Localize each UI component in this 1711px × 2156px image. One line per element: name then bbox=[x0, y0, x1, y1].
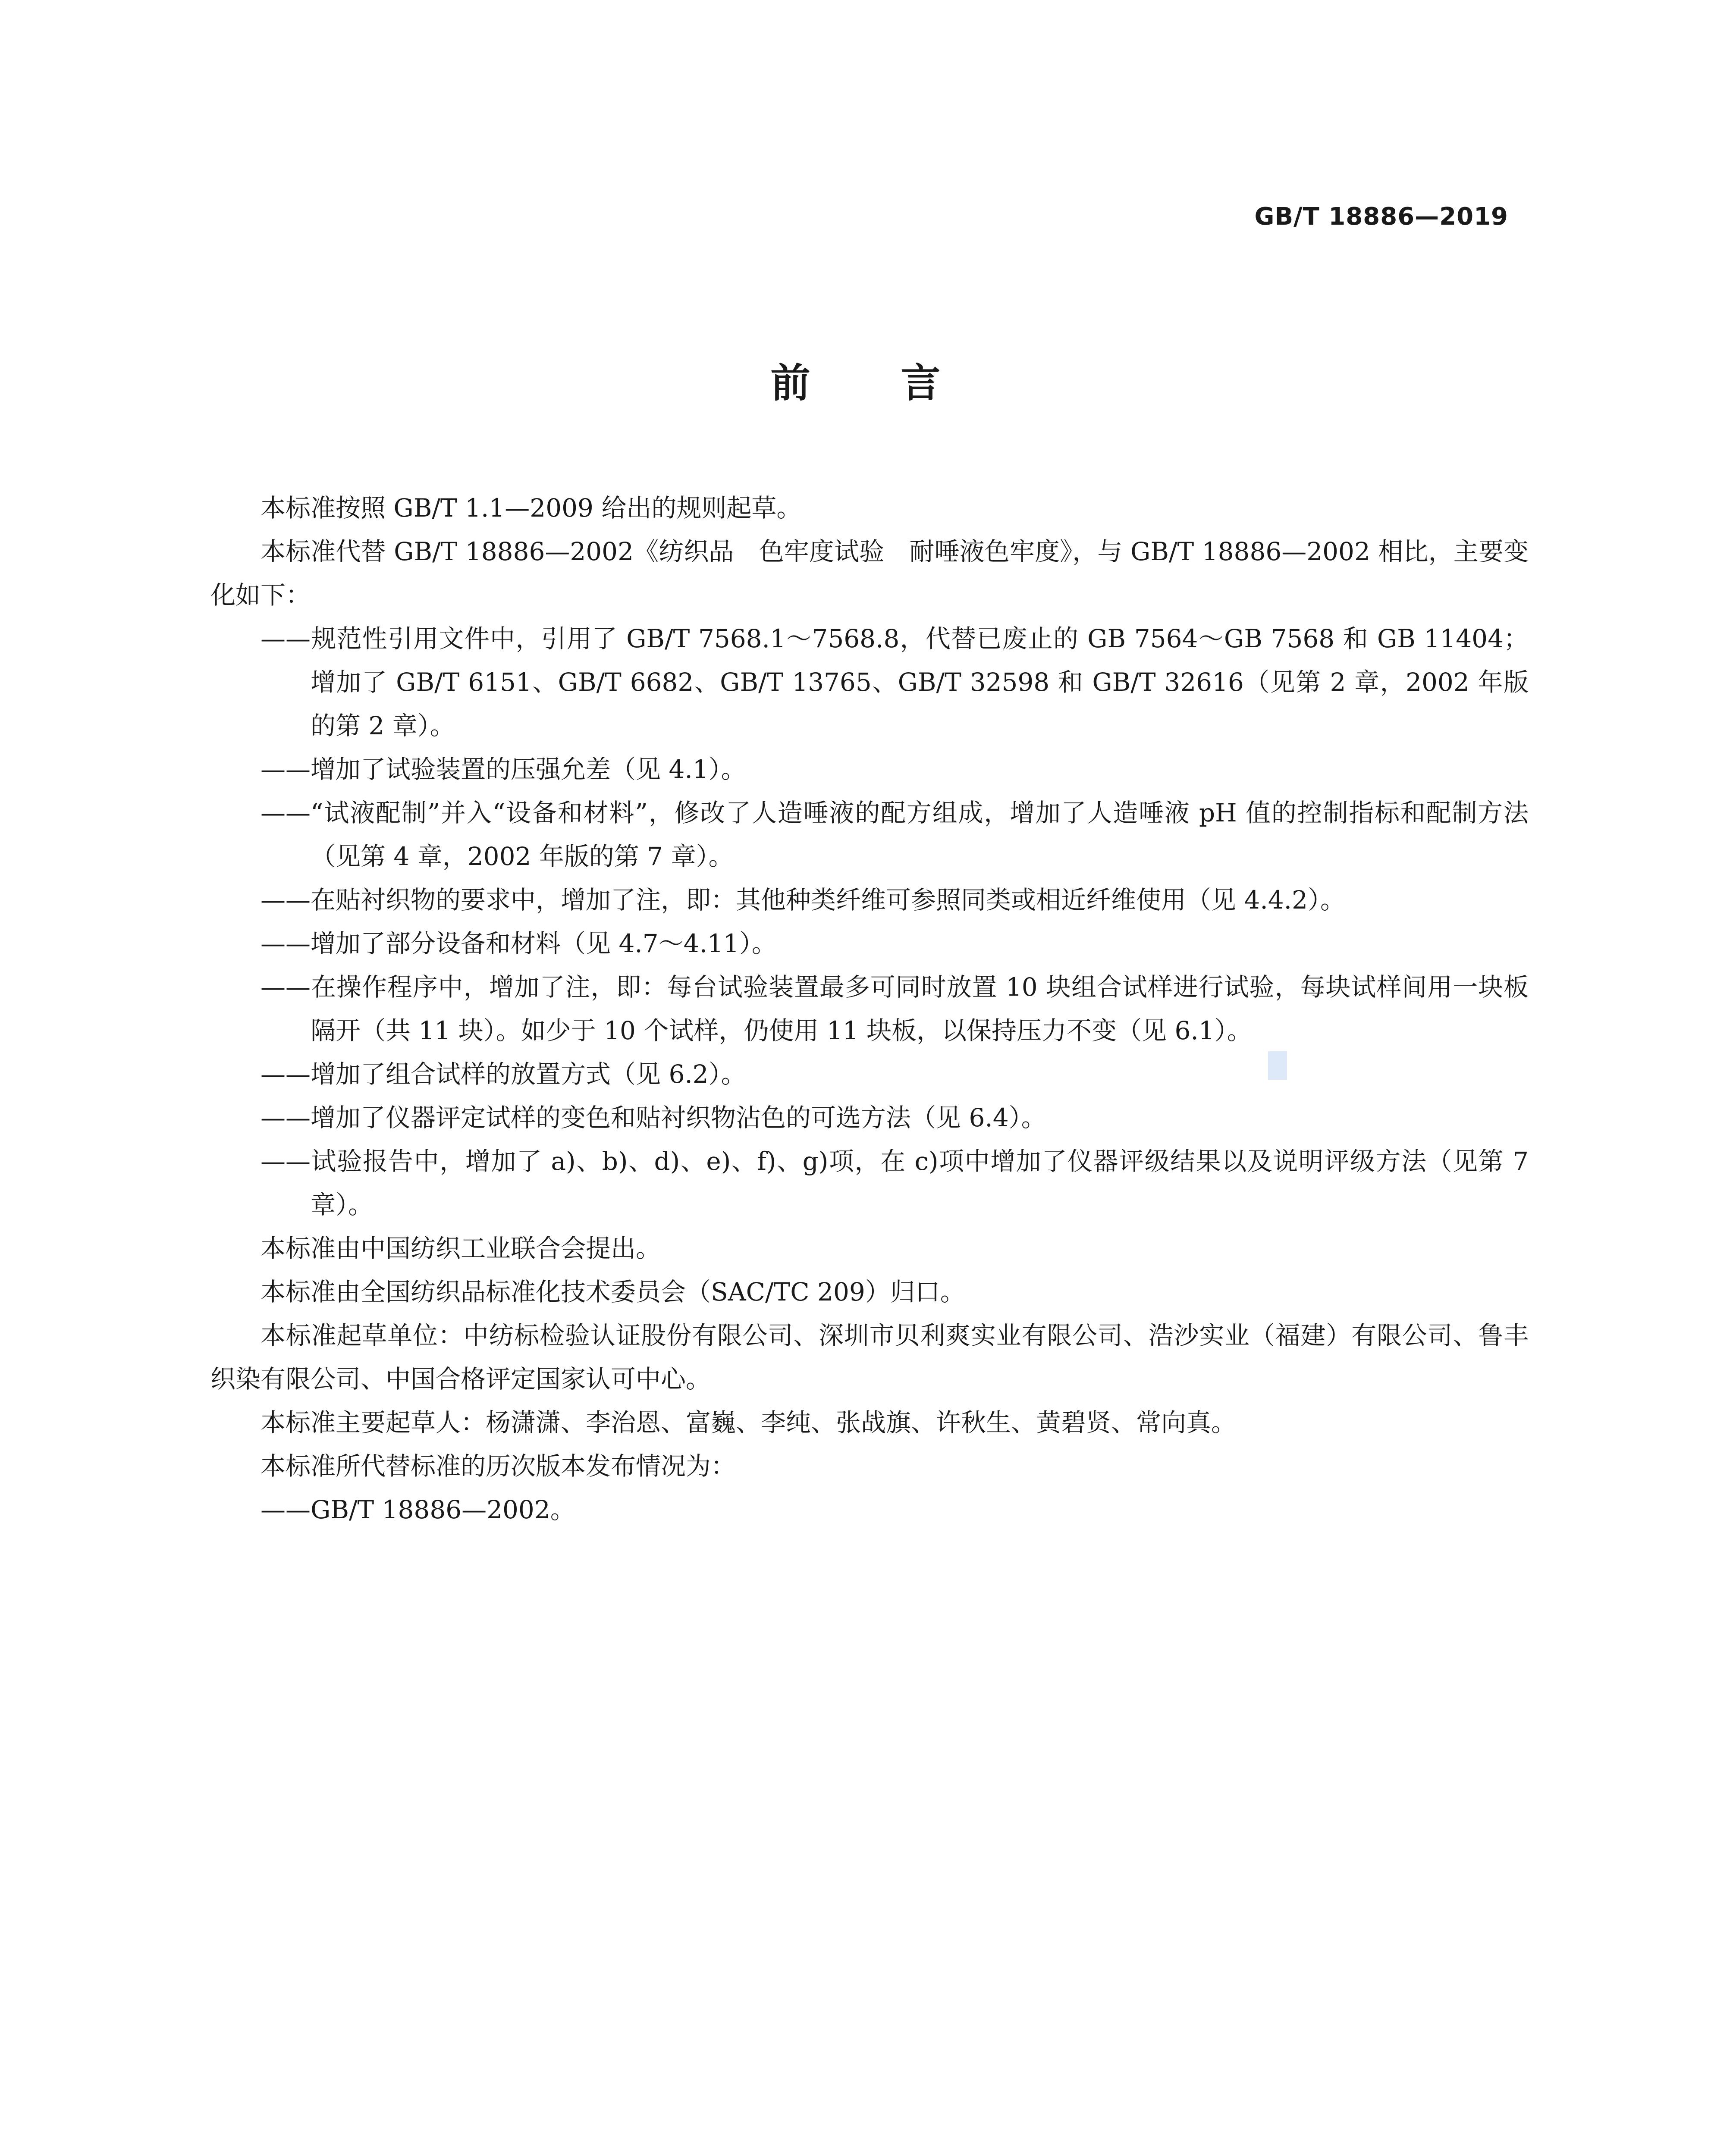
list-item bbox=[210, 1140, 1529, 1227]
change-text: “试液配制”并入“设备和材料”，修改了人造唾液的配方组成，增加了人造唾液 pH 值的控制指标和配制方法（见第 4 章，2002 年版的第 7 章）。 bbox=[311, 798, 1529, 871]
standard-code: GB/T 18886—2019 bbox=[1254, 203, 1508, 231]
foreword-body bbox=[210, 486, 1529, 1532]
dash-marker: —— bbox=[261, 1495, 311, 1524]
change-text: 增加了部分设备和材料（见 4.7～4.11）。 bbox=[311, 929, 777, 958]
list-item bbox=[210, 617, 1529, 748]
change-text: 规范性引用文件中，引用了 GB/T 7568.1～7568.8，代替已废止的 GB 7564～GB 7568 和 GB 11404；增加了 GB/T 6151、GB/T 6682、GB/T 13765、GB/T 32598 和 GB/T 32616（见第 2 章，2002 年版的第 2 章）。 bbox=[311, 624, 1529, 740]
dash-marker: —— bbox=[261, 929, 311, 958]
dash-marker: —— bbox=[261, 1103, 311, 1132]
paragraph-committee: 本标准由全国纺织品标准化技术委员会（SAC/TC 209）归口。 bbox=[261, 1277, 965, 1307]
change-text: 增加了组合试样的放置方式（见 6.2）。 bbox=[311, 1059, 746, 1089]
paragraph-replacement: 本标准代替 GB/T 18886—2002《纺织品 色牢度试验 耐唾液色牢度》，与 GB/T 18886—2002 相比，主要变化如下： bbox=[210, 537, 1529, 610]
paragraph-drafting-units: 本标准起草单位：中纺标检验认证股份有限公司、深圳市贝利爽实业有限公司、浩沙实业（福建）有限公司、鲁丰织染有限公司、中国合格评定国家认可中心。 bbox=[210, 1321, 1529, 1394]
paragraph-drafting-rules: 本标准按照 GB/T 1.1—2009 给出的规则起草。 bbox=[261, 493, 802, 523]
history-text: GB/T 18886—2002。 bbox=[311, 1495, 575, 1524]
list-item bbox=[210, 878, 1529, 922]
paragraph-history-intro: 本标准所代替标准的历次版本发布情况为： bbox=[261, 1451, 736, 1481]
dash-marker: —— bbox=[261, 755, 311, 784]
list-item bbox=[210, 1053, 1529, 1096]
highlight-mark bbox=[1268, 1051, 1287, 1080]
list-item bbox=[210, 748, 1529, 791]
list-item bbox=[210, 1096, 1529, 1140]
list-item bbox=[210, 791, 1529, 878]
paragraph-drafters: 本标准主要起草人：杨潇潇、李治恩、富巍、李纯、张战旗、许秋生、黄碧贤、常向真。 bbox=[261, 1408, 1237, 1437]
change-text: 增加了仪器评定试样的变色和贴衬织物沾色的可选方法（见 6.4）。 bbox=[311, 1103, 1046, 1132]
change-text: 在操作程序中，增加了注，即：每台试验装置最多可同时放置 10 块组合试样进行试验，每块试样间用一块板隔开（共 11 块）。如少于 10 个试样，仍使用 11 块板，以保持压力不变（见 6.1）。 bbox=[311, 972, 1529, 1045]
change-text: 增加了试验装置的压强允差（见 4.1）。 bbox=[311, 755, 746, 784]
dash-marker: —— bbox=[261, 885, 311, 915]
list-item bbox=[210, 965, 1529, 1053]
dash-marker: —— bbox=[261, 1147, 311, 1176]
change-text: 试验报告中，增加了 a)、b)、d)、e)、f)、g)项，在 c)项中增加了仪器评级结果以及说明评级方法（见第 7 章）。 bbox=[311, 1147, 1529, 1219]
dash-marker: —— bbox=[261, 972, 311, 1002]
dash-marker: —— bbox=[261, 624, 311, 653]
page-title: 前言 bbox=[770, 360, 1031, 406]
dash-marker: —— bbox=[261, 1059, 311, 1089]
dash-marker: —— bbox=[261, 798, 311, 827]
change-text: 在贴衬织物的要求中，增加了注，即：其他种类纤维可参照同类或相近纤维使用（见 4.4.2）。 bbox=[311, 885, 1346, 915]
paragraph-proposer: 本标准由中国纺织工业联合会提出。 bbox=[261, 1234, 661, 1263]
list-item bbox=[210, 922, 1529, 965]
list-item bbox=[210, 1488, 1529, 1532]
